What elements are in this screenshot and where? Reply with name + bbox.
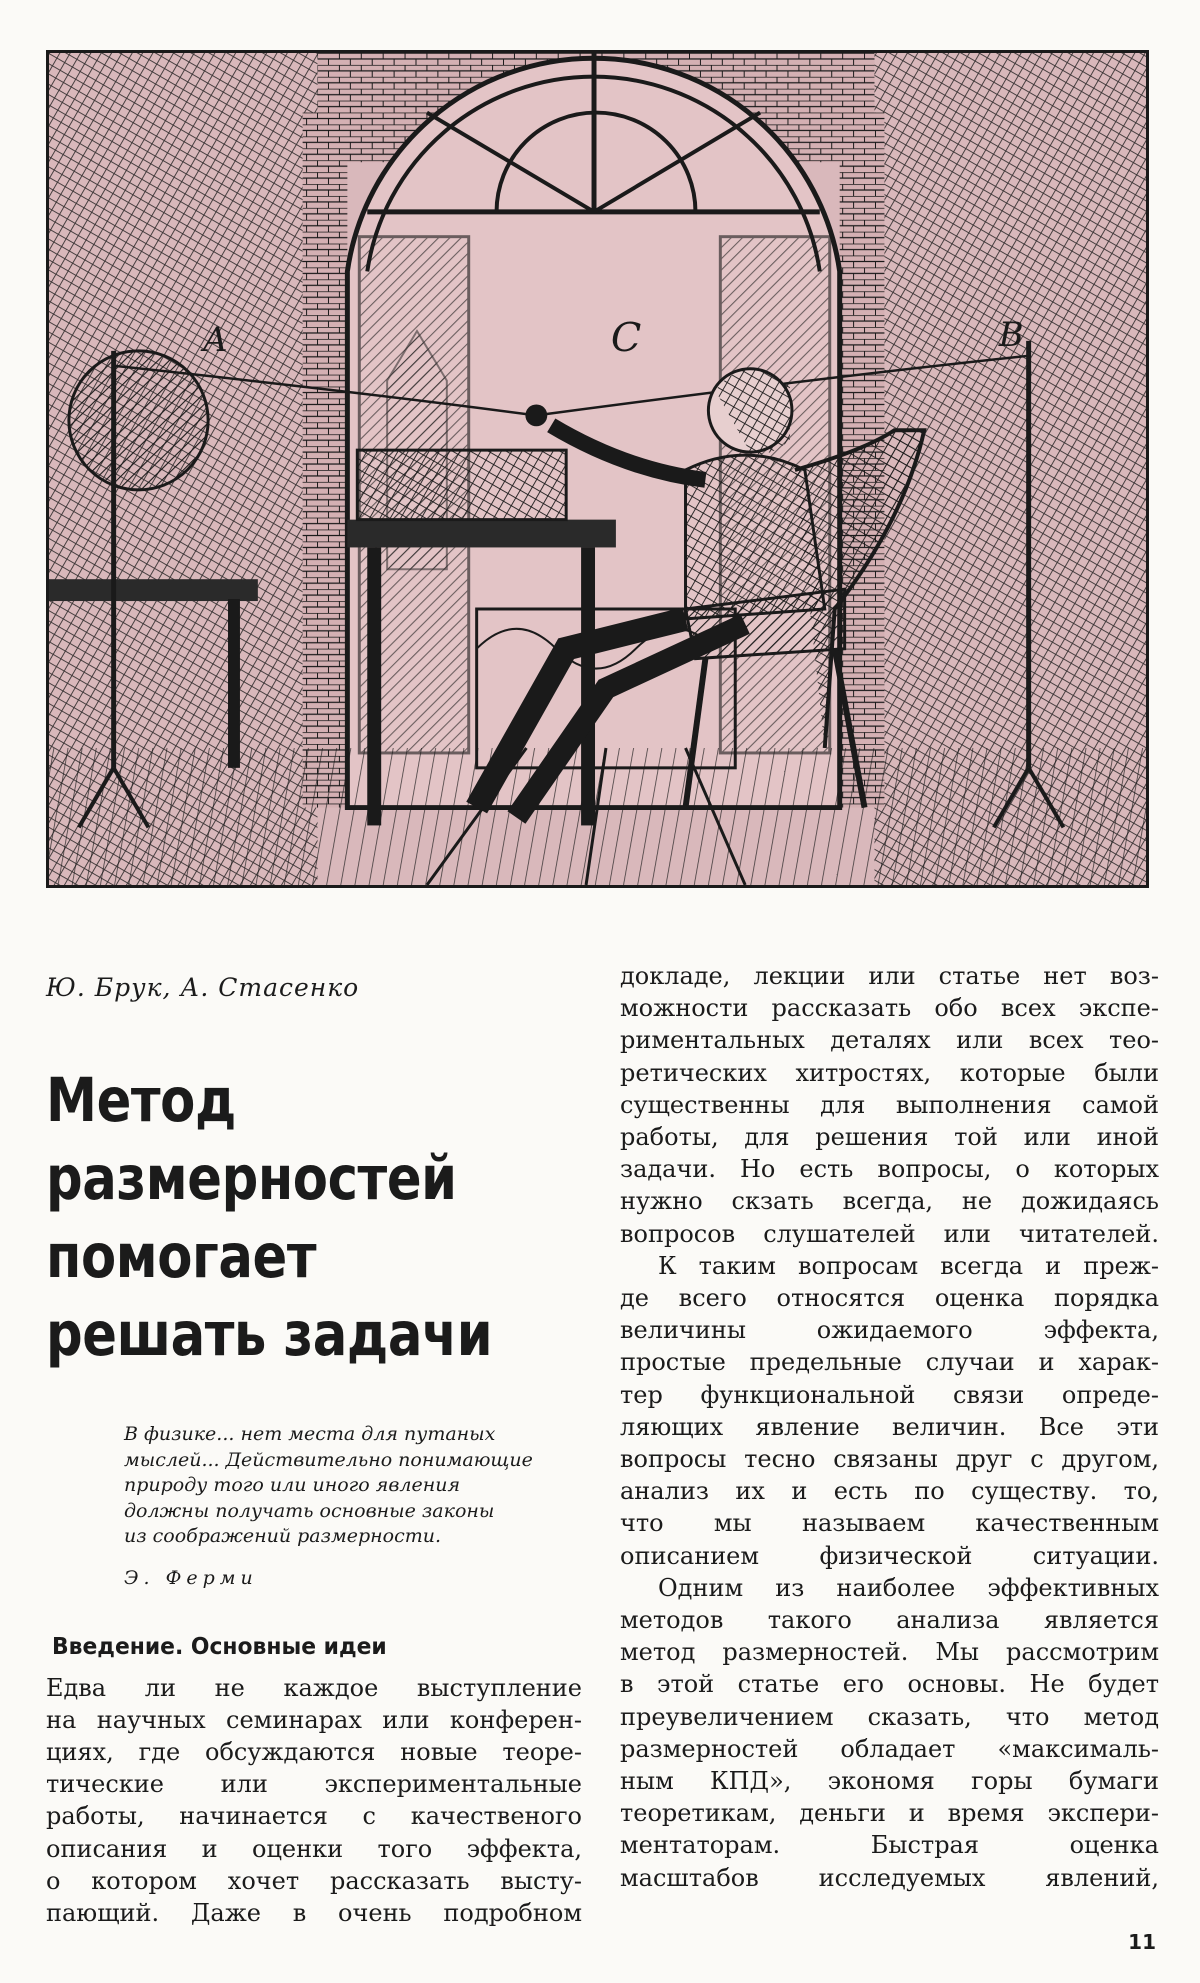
text-line: де всего относятся оценка порядка bbox=[620, 1284, 1159, 1313]
text-line: Одним из наиболее эффективных bbox=[658, 1573, 1159, 1602]
epigraph-line: из соображений размерности. bbox=[124, 1525, 442, 1548]
text-line: ным КПД», экономя горы бумаги bbox=[620, 1767, 1159, 1796]
epigraph-author: Э. Ферми bbox=[124, 1566, 258, 1589]
left-column bbox=[46, 960, 582, 1929]
text-line: методов такого анализа является bbox=[620, 1606, 1159, 1635]
text-line: анализ их и есть по существу. то, bbox=[620, 1477, 1159, 1506]
text-line: вопросы тесно связаны друг с другом, bbox=[620, 1445, 1159, 1474]
text-line: величины ожидаемого эффекта, bbox=[620, 1316, 1159, 1345]
text-line: вопросов слушателей или читателей. bbox=[620, 1219, 1159, 1248]
header-illustration bbox=[46, 50, 1149, 888]
authors: Ю. Брук, А. Стасенко bbox=[46, 973, 360, 1002]
section-heading: Введение. Основные идеи bbox=[52, 1633, 387, 1660]
epigraph-line: природу того или иного явления bbox=[124, 1474, 461, 1497]
text-line: циях, где обсуждаются новые теоре- bbox=[46, 1737, 582, 1766]
engraving-drawing bbox=[49, 53, 1146, 885]
text-line: Едва ли не каждое выступление bbox=[46, 1673, 582, 1702]
epigraph-line: должны получать основные законы bbox=[124, 1499, 495, 1522]
text-line: существенны для выполнения самой bbox=[620, 1090, 1159, 1119]
text-line: докладе, лекции или статье нет воз- bbox=[620, 962, 1159, 990]
right-column bbox=[620, 960, 1159, 1894]
title-line: решать задачи bbox=[46, 1299, 493, 1370]
text-line: о котором хочет рассказать высту- bbox=[46, 1866, 582, 1895]
text-line: на научных семинарах или конферен- bbox=[46, 1705, 582, 1734]
label-b: B bbox=[998, 314, 1024, 354]
title-line: Метод bbox=[46, 1065, 236, 1136]
text-line: задачи. Но есть вопросы, о которых bbox=[620, 1155, 1159, 1184]
text-line: тер функциональной связи опреде- bbox=[620, 1380, 1159, 1409]
text-line: риментальных деталях или всех тео- bbox=[620, 1026, 1159, 1055]
text-line: К таким вопросам всегда и преж- bbox=[658, 1251, 1159, 1280]
text-line: простые предельные случаи и харак- bbox=[620, 1348, 1159, 1377]
left-body-text bbox=[46, 1672, 582, 1930]
text-line: ретических хитростях, которые были bbox=[620, 1058, 1159, 1087]
epigraph bbox=[124, 1422, 572, 1592]
text-line: описания и оценки того эффекта, bbox=[46, 1834, 582, 1863]
article-title bbox=[46, 1062, 496, 1374]
text-line: работы, для решения той или иной bbox=[620, 1123, 1159, 1152]
epigraph-line: В физике... нет места для путаных bbox=[124, 1423, 496, 1445]
page-number: 11 bbox=[1128, 1930, 1156, 1954]
title-line: размерностей bbox=[46, 1143, 457, 1214]
label-a: A bbox=[203, 319, 228, 359]
title-line: помогает bbox=[46, 1221, 317, 1292]
text-line: работы, начинается с качественого bbox=[46, 1802, 582, 1831]
label-c: C bbox=[610, 314, 642, 361]
text-line: нужно скзать всегда, не дожидаясь bbox=[620, 1187, 1159, 1216]
text-line: теоретикам, деньги и время экспери- bbox=[620, 1799, 1159, 1828]
text-line: преувеличением сказать, что метод bbox=[620, 1702, 1159, 1731]
text-line: ментаторам. Быстрая оценка bbox=[620, 1831, 1159, 1860]
text-line: тические или экспериментальные bbox=[46, 1770, 582, 1799]
epigraph-line: мыслей... Действительно понимающие bbox=[124, 1448, 533, 1471]
text-line: можности рассказать обо всех экспе- bbox=[620, 994, 1159, 1023]
text-line: что мы называем качественным bbox=[620, 1509, 1159, 1538]
text-line: масштабов исследуемых явлений, bbox=[620, 1863, 1159, 1892]
text-line: в этой статье его основы. Не будет bbox=[620, 1670, 1159, 1699]
text-line: размерностей обладает «максималь- bbox=[620, 1734, 1159, 1763]
text-line: описанием физической ситуации. bbox=[620, 1541, 1159, 1570]
text-line: пающий. Даже в очень подробном bbox=[46, 1898, 582, 1927]
text-line: ляющих явление величин. Все эти bbox=[620, 1412, 1159, 1441]
text-line: метод размерностей. Мы рассмотрим bbox=[620, 1638, 1159, 1667]
